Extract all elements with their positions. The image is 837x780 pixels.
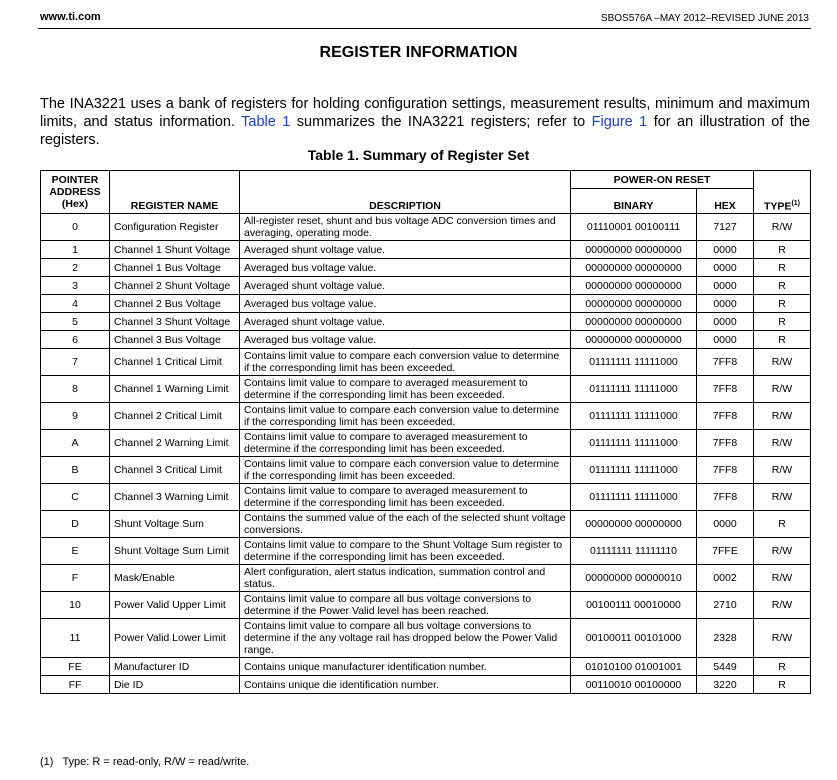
figure-1-link[interactable]: Figure 1	[591, 113, 648, 130]
register-name-cell: Manufacturer ID	[110, 658, 240, 676]
binary-reset-cell: 00110010 00100000	[571, 676, 697, 694]
register-name-cell: Mask/Enable	[110, 565, 240, 592]
description-cell: Alert configuration, alert status indication, summation control and status.	[240, 565, 571, 592]
header-hex: HEX	[697, 189, 754, 214]
hex-reset-cell: 0000	[697, 295, 754, 313]
register-name-cell: Channel 3 Warning Limit	[110, 484, 240, 511]
binary-reset-cell: 00000000 00000010	[571, 565, 697, 592]
intro-text-2: summarizes the INA3221 registers; refer to	[296, 113, 586, 130]
pointer-cell: E	[41, 538, 110, 565]
binary-reset-cell: 00100011 00101000	[571, 619, 697, 658]
type-cell: R	[754, 241, 811, 259]
binary-reset-cell: 01111111 11111110	[571, 538, 697, 565]
binary-reset-cell: 01111111 11111000	[571, 403, 697, 430]
hex-reset-cell: 7FF8	[697, 403, 754, 430]
binary-reset-cell: 01111111 11111000	[571, 430, 697, 457]
hex-reset-cell: 7FF8	[697, 457, 754, 484]
hex-reset-cell: 0000	[697, 277, 754, 295]
register-rows	[41, 214, 811, 694]
register-name-cell: Channel 2 Critical Limit	[110, 403, 240, 430]
hex-reset-cell: 0002	[697, 565, 754, 592]
page-header-site: www.ti.com	[40, 11, 101, 23]
footnote	[40, 756, 249, 768]
type-cell: R	[754, 277, 811, 295]
table-row	[41, 592, 811, 619]
hex-reset-cell: 7FF8	[697, 376, 754, 403]
register-name-cell: Channel 3 Shunt Voltage	[110, 313, 240, 331]
description-cell: Contains limit value to compare all bus voltage conversions to determine if the any voltage rail has dropped below the Power Valid range.	[240, 619, 571, 658]
table-row	[41, 313, 811, 331]
binary-reset-cell: 01110001 00100111	[571, 214, 697, 241]
register-name-cell: Channel 1 Critical Limit	[110, 349, 240, 376]
description-cell: Averaged shunt voltage value.	[240, 241, 571, 259]
description-cell: Contains unique manufacturer identification number.	[240, 658, 571, 676]
table-row	[41, 565, 811, 592]
type-cell: R/W	[754, 619, 811, 658]
pointer-cell: 4	[41, 295, 110, 313]
type-cell: R	[754, 676, 811, 694]
hex-reset-cell: 3220	[697, 676, 754, 694]
description-cell: Contains limit value to compare to averaged measurement to determine if the corresponding limit has been exceeded.	[240, 376, 571, 403]
description-cell: All-register reset, shunt and bus voltage ADC conversion times and averaging, operating mode.	[240, 214, 571, 241]
type-cell: R/W	[754, 538, 811, 565]
header-binary: BINARY	[571, 189, 697, 214]
description-cell: Contains limit value to compare each conversion value to determine if the corresponding limit has been exceeded.	[240, 457, 571, 484]
binary-reset-cell: 00000000 00000000	[571, 295, 697, 313]
description-cell: Contains limit value to compare each conversion value to determine if the corresponding limit has been exceeded.	[240, 403, 571, 430]
hex-reset-cell: 0000	[697, 511, 754, 538]
hex-reset-cell: 7FF8	[697, 349, 754, 376]
pointer-cell: C	[41, 484, 110, 511]
pointer-cell: 11	[41, 619, 110, 658]
type-cell: R	[754, 658, 811, 676]
register-name-cell: Configuration Register	[110, 214, 240, 241]
table-title: Table 1. Summary of Register Set	[307, 147, 530, 163]
binary-reset-cell: 00000000 00000000	[571, 241, 697, 259]
type-cell: R	[754, 259, 811, 277]
hex-reset-cell: 2710	[697, 592, 754, 619]
header-register-name: REGISTER NAME	[110, 171, 240, 214]
pointer-cell: 0	[41, 214, 110, 241]
description-cell: Averaged shunt voltage value.	[240, 313, 571, 331]
table-row	[41, 511, 811, 538]
type-cell: R/W	[754, 457, 811, 484]
description-cell: Contains unique die identification number.	[240, 676, 571, 694]
pointer-cell: 7	[41, 349, 110, 376]
table-row	[41, 658, 811, 676]
hex-reset-cell: 0000	[697, 313, 754, 331]
table-row	[41, 214, 811, 241]
table-row	[41, 619, 811, 658]
register-name-cell: Channel 1 Shunt Voltage	[110, 241, 240, 259]
header-power-on-reset: POWER-ON RESET	[571, 171, 754, 189]
register-name-cell: Power Valid Upper Limit	[110, 592, 240, 619]
type-cell: R/W	[754, 484, 811, 511]
header-rule	[38, 28, 811, 29]
description-cell: Contains limit value to compare to the Shunt Voltage Sum register to determine if the corresponding limit has been exceeded.	[240, 538, 571, 565]
table-row	[41, 349, 811, 376]
register-name-cell: Channel 2 Shunt Voltage	[110, 277, 240, 295]
table-row	[41, 241, 811, 259]
table-row	[41, 430, 811, 457]
hex-reset-cell: 5449	[697, 658, 754, 676]
table-row	[41, 484, 811, 511]
pointer-cell: 3	[41, 277, 110, 295]
type-cell: R/W	[754, 403, 811, 430]
pointer-cell: 9	[41, 403, 110, 430]
register-name-cell: Channel 2 Warning Limit	[110, 430, 240, 457]
pointer-cell: F	[41, 565, 110, 592]
type-cell: R/W	[754, 565, 811, 592]
table-row	[41, 259, 811, 277]
intro-text-3: for an illustration of the registers.	[40, 113, 810, 148]
type-cell: R/W	[754, 430, 811, 457]
register-name-cell: Channel 3 Critical Limit	[110, 457, 240, 484]
register-name-cell: Power Valid Lower Limit	[110, 619, 240, 658]
hex-reset-cell: 7FFE	[697, 538, 754, 565]
description-cell: Contains limit value to compare each conversion value to determine if the corresponding limit has been exceeded.	[240, 349, 571, 376]
register-name-cell: Channel 1 Bus Voltage	[110, 259, 240, 277]
binary-reset-cell: 01010100 01001001	[571, 658, 697, 676]
type-cell: R	[754, 313, 811, 331]
hex-reset-cell: 7127	[697, 214, 754, 241]
binary-reset-cell: 01111111 11111000	[571, 457, 697, 484]
type-cell: R	[754, 331, 811, 349]
register-name-cell: Channel 1 Warning Limit	[110, 376, 240, 403]
section-title: REGISTER INFORMATION	[319, 44, 518, 61]
binary-reset-cell: 00000000 00000000	[571, 259, 697, 277]
binary-reset-cell: 00000000 00000000	[571, 331, 697, 349]
register-name-cell: Shunt Voltage Sum	[110, 511, 240, 538]
pointer-cell: 6	[41, 331, 110, 349]
type-cell: R/W	[754, 214, 811, 241]
pointer-cell: D	[41, 511, 110, 538]
header-type-footnote-ref: (1)	[791, 199, 800, 207]
hex-reset-cell: 0000	[697, 259, 754, 277]
binary-reset-cell: 00000000 00000000	[571, 511, 697, 538]
register-name-cell: Die ID	[110, 676, 240, 694]
table-row	[41, 676, 811, 694]
description-cell: Contains the summed value of the each of the selected shunt voltage conversions.	[240, 511, 571, 538]
register-name-cell: Channel 2 Bus Voltage	[110, 295, 240, 313]
description-cell: Averaged bus voltage value.	[240, 295, 571, 313]
description-cell: Averaged bus voltage value.	[240, 331, 571, 349]
type-cell: R/W	[754, 376, 811, 403]
hex-reset-cell: 7FF8	[697, 484, 754, 511]
binary-reset-cell: 00100111 00010000	[571, 592, 697, 619]
table-row	[41, 376, 811, 403]
description-cell: Contains limit value to compare to averaged measurement to determine if the corresponding limit has been exceeded.	[240, 430, 571, 457]
pointer-cell: B	[41, 457, 110, 484]
pointer-cell: FE	[41, 658, 110, 676]
binary-reset-cell: 01111111 11111000	[571, 349, 697, 376]
description-cell: Averaged bus voltage value.	[240, 259, 571, 277]
type-cell: R/W	[754, 349, 811, 376]
hex-reset-cell: 0000	[697, 241, 754, 259]
hex-reset-cell: 0000	[697, 331, 754, 349]
pointer-cell: 5	[41, 313, 110, 331]
table-row	[41, 538, 811, 565]
pointer-cell: 8	[41, 376, 110, 403]
pointer-cell: 2	[41, 259, 110, 277]
header-type	[754, 171, 811, 214]
pointer-cell: 10	[41, 592, 110, 619]
pointer-cell: 1	[41, 241, 110, 259]
pointer-cell: A	[41, 430, 110, 457]
register-name-cell: Channel 3 Bus Voltage	[110, 331, 240, 349]
table-1-link[interactable]: Table 1	[241, 113, 291, 130]
hex-reset-cell: 7FF8	[697, 430, 754, 457]
page-header-doc-ref: SBOS576A –MAY 2012–REVISED JUNE 2013	[600, 13, 809, 24]
description-cell: Averaged shunt voltage value.	[240, 277, 571, 295]
type-cell: R	[754, 511, 811, 538]
table-row	[41, 457, 811, 484]
intro-paragraph	[40, 95, 810, 149]
table-row	[41, 403, 811, 430]
type-cell: R	[754, 295, 811, 313]
binary-reset-cell: 01111111 11111000	[571, 376, 697, 403]
register-name-cell: Shunt Voltage Sum Limit	[110, 538, 240, 565]
footnote-text: Type: R = read-only, R/W = read/write.	[62, 756, 250, 768]
register-summary-table	[40, 170, 811, 694]
header-type-label: TYPE	[764, 200, 792, 212]
binary-reset-cell: 00000000 00000000	[571, 277, 697, 295]
table-row	[41, 277, 811, 295]
description-cell: Contains limit value to compare all bus voltage conversions to determine if the Power Valid level has been reached.	[240, 592, 571, 619]
header-pointer-address: POINTER ADDRESS (Hex)	[41, 171, 110, 214]
binary-reset-cell: 00000000 00000000	[571, 313, 697, 331]
intro-text-1: The INA3221 uses a bank of registers for holding configuration settings, measurement results, minimum and maximum limits, and status information.	[40, 95, 810, 130]
hex-reset-cell: 2328	[697, 619, 754, 658]
table-row	[41, 295, 811, 313]
header-description: DESCRIPTION	[240, 171, 571, 214]
description-cell: Contains limit value to compare to averaged measurement to determine if the corresponding limit has been exceeded.	[240, 484, 571, 511]
table-row	[41, 331, 811, 349]
type-cell: R/W	[754, 592, 811, 619]
pointer-cell: FF	[41, 676, 110, 694]
binary-reset-cell: 01111111 11111000	[571, 484, 697, 511]
footnote-marker: (1)	[40, 756, 54, 768]
